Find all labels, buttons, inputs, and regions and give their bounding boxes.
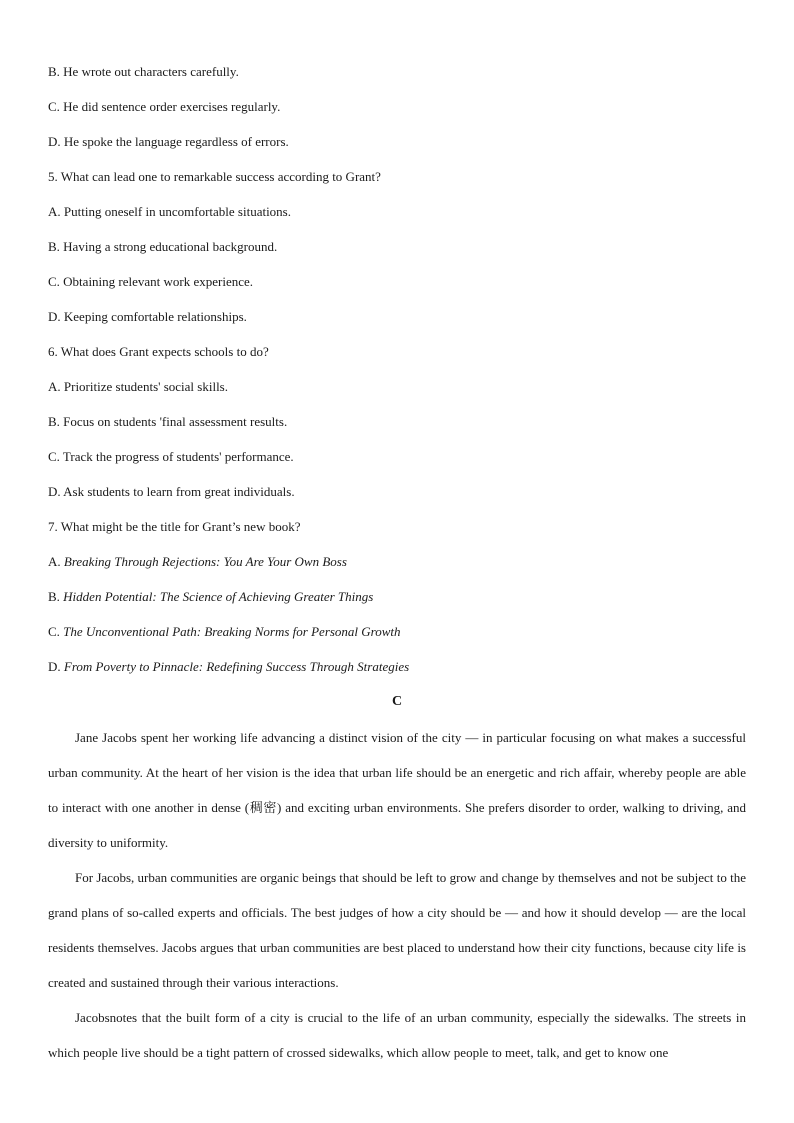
option-letter: B. bbox=[48, 589, 60, 604]
passage-paragraph: Jacobsnotes that the built form of a city is crucial to the life of an urban community, especially the sidewalks. The streets in which people live should be a tight pattern of crossed sidewalks, which allow people to meet, talk, and get to know one bbox=[48, 1010, 746, 1060]
question-line: A. Putting oneself in uncomfortable situations. bbox=[48, 204, 291, 219]
document-page bbox=[48, 54, 746, 1070]
question-line: B. He wrote out characters carefully. bbox=[48, 64, 239, 79]
question-line: C. Obtaining relevant work experience. bbox=[48, 274, 254, 289]
question-line: B. Having a strong educational background. bbox=[48, 239, 278, 254]
option-letter: C. bbox=[48, 624, 60, 639]
title-option bbox=[48, 649, 746, 684]
option-title: Breaking Through Rejections: You Are Your Own Boss bbox=[63, 554, 347, 569]
passage-paragraph: Jane Jacobs spent her working life advancing a distinct vision of the city — in particular focusing on what makes a successful urban community. At the heart of her vision is the idea that urban life should be an energetic and rich affair, whereby people are able to interact with one another in dense (稠密) and exciting urban environments. She prefers disorder to order, walking to driving, and diversity to uniformity. bbox=[48, 730, 746, 850]
question-line: C. He did sentence order exercises regularly. bbox=[48, 99, 281, 114]
option-letter: A. bbox=[48, 554, 61, 569]
passage-paragraph: For Jacobs, urban communities are organic beings that should be left to grow and change by themselves and not be subject to the grand plans of so-called experts and officials. The best judges of how a city should be — and how it should develop — are the local residents themselves. Jacobs argues that urban communities are best placed to understand how their city functions, because city life is created and sustained through their various interactions. bbox=[48, 870, 746, 990]
title-option bbox=[48, 544, 746, 579]
section-heading: C bbox=[391, 694, 403, 709]
question-line: 7. What might be the title for Grant’s new book? bbox=[48, 519, 301, 534]
title-option bbox=[48, 614, 746, 649]
question-line: B. Focus on students 'final assessment results. bbox=[48, 414, 288, 429]
question-line: 5. What can lead one to remarkable success according to Grant? bbox=[48, 169, 381, 184]
question-line: D. He spoke the language regardless of errors. bbox=[48, 134, 289, 149]
option-title: The Unconventional Path: Breaking Norms for Personal Growth bbox=[63, 624, 401, 639]
option-title: From Poverty to Pinnacle: Redefining Success Through Strategies bbox=[63, 659, 410, 674]
option-title: Hidden Potential: The Science of Achieving Greater Things bbox=[63, 589, 374, 604]
option-letter: D. bbox=[48, 659, 61, 674]
title-option bbox=[48, 579, 746, 614]
question-line: D. Keeping comfortable relationships. bbox=[48, 309, 247, 324]
question-line: D. Ask students to learn from great individuals. bbox=[48, 484, 295, 499]
question-line: C. Track the progress of students' performance. bbox=[48, 449, 294, 464]
question-line: A. Prioritize students' social skills. bbox=[48, 379, 228, 394]
question-line: 6. What does Grant expects schools to do? bbox=[48, 344, 269, 359]
